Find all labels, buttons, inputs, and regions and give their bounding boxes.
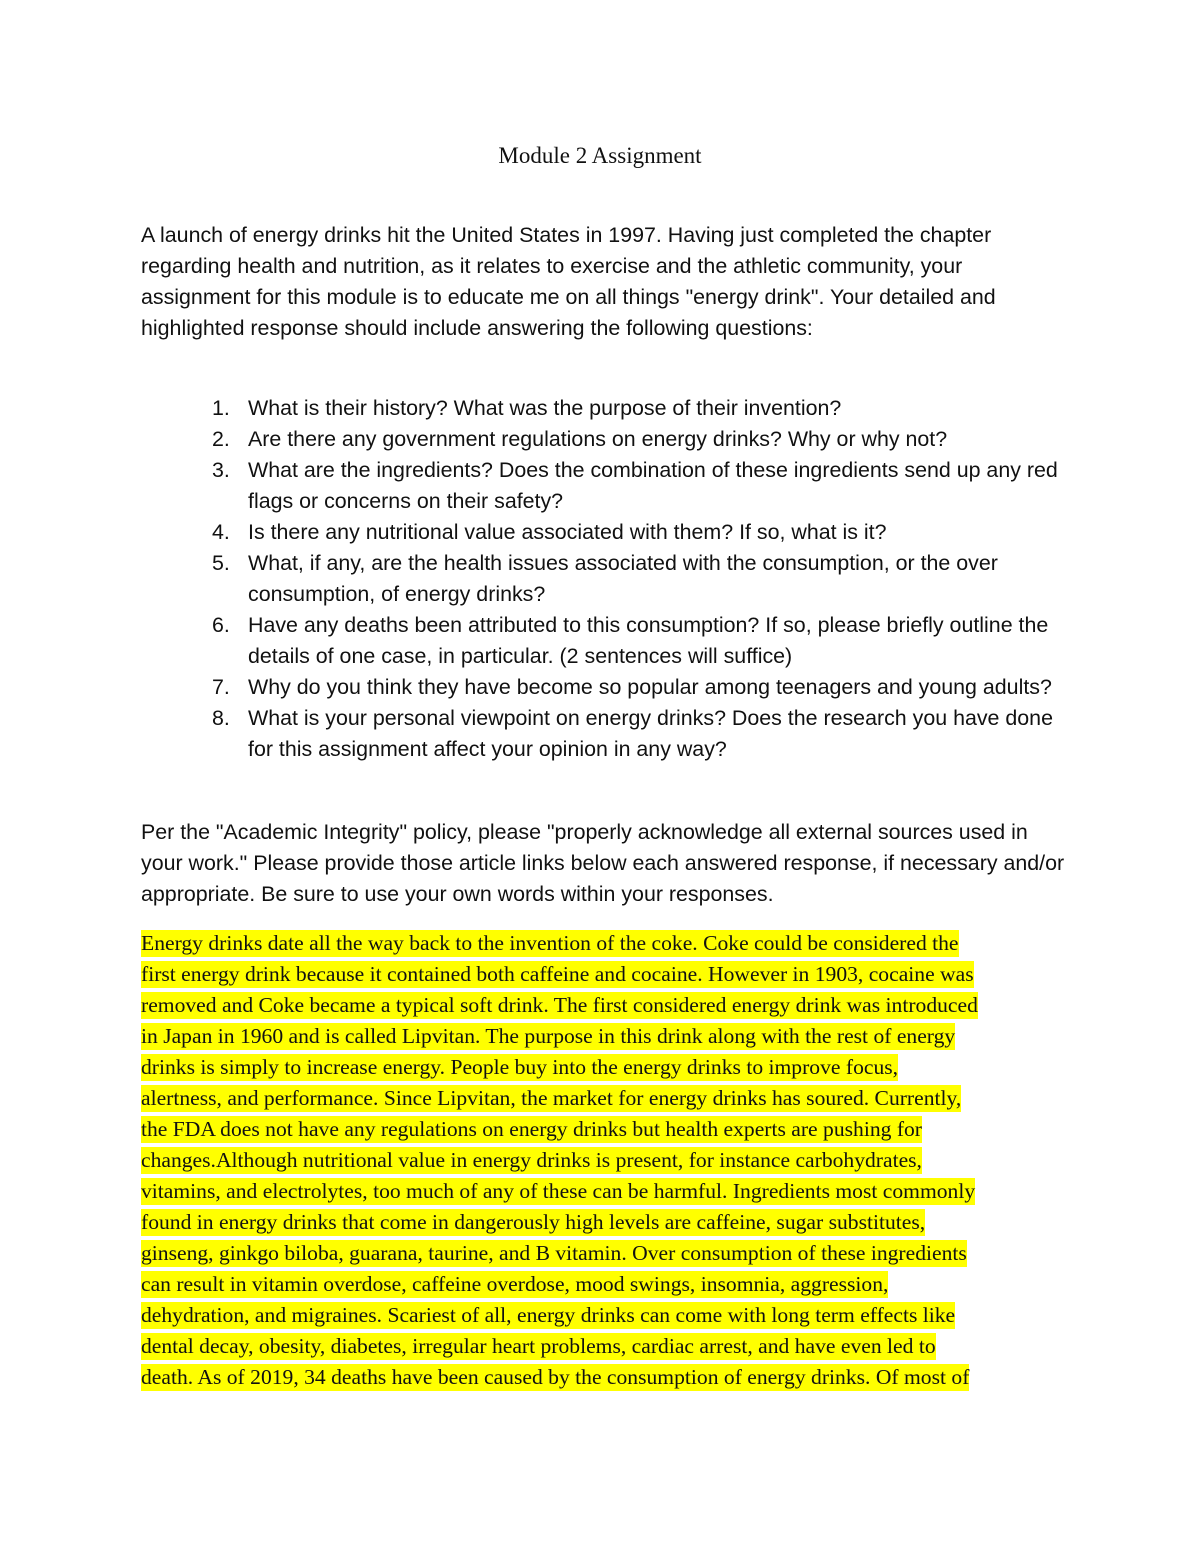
question-text: Have any deaths been attributed to this consumption? If so, please briefly outline the details of one case, in particular. (2 sentences will suffice) [248,613,1049,668]
answer-line [141,1362,1061,1393]
highlighted-text: vitamins, and electrolytes, too much of any of these can be harmful. Ingredients most commonly [141,1179,976,1203]
answer-line [141,1052,1061,1083]
answer-line [141,1300,1061,1331]
list-number: 5. [212,551,230,575]
answer-line [141,1145,1061,1176]
highlighted-text: dehydration, and migraines. Scariest of all, energy drinks can come with long term effects like [141,1303,956,1327]
highlighted-text: can result in vitamin overdose, caffeine overdose, mood swings, insomnia, aggression, [141,1272,889,1296]
highlighted-text: removed and Coke became a typical soft drink. The first considered energy drink was introduced [141,993,978,1017]
highlighted-text: alertness, and performance. Since Lipvitan, the market for energy drinks has soured. Currently, [141,1086,962,1110]
list-number: 4. [212,520,230,544]
highlighted-text: changes.Although nutritional value in energy drinks is present, for instance carbohydrates, [141,1148,922,1172]
question-text: What is your personal viewpoint on energy drinks? Does the research you have done for this assignment affect your opinion in any way? [248,706,1053,761]
question-text: Are there any government regulations on energy drinks? Why or why not? [248,427,948,451]
question-text: What is their history? What was the purpose of their invention? [248,396,842,420]
highlighted-text: first energy drink because it contained both caffeine and cocaine. However in 1903, cocaine was [141,962,974,986]
highlighted-text: the FDA does not have any regulations on energy drinks but health experts are pushing for [141,1117,923,1141]
answer-line [141,1083,1061,1114]
answer-line [141,1176,1061,1207]
highlighted-text: in Japan in 1960 and is called Lipvitan. The purpose in this drink along with the rest of energy [141,1024,956,1048]
questions-list [141,393,1071,765]
list-item [141,610,1071,672]
answer-line [141,990,1061,1021]
highlighted-text: dental decay, obesity, diabetes, irregular heart problems, cardiac arrest, and have even led to [141,1334,936,1358]
answer-line [141,1114,1061,1145]
list-item [141,424,1071,455]
question-text: Why do you think they have become so popular among teenagers and young adults? [248,675,1052,699]
question-text: What, if any, are the health issues associated with the consumption, or the over consumption, of energy drinks? [248,551,998,606]
answer-line [141,1269,1061,1300]
list-item [141,672,1071,703]
list-number: 2. [212,427,230,451]
page-title: Module 2 Assignment [498,143,702,168]
highlighted-text: death. As of 2019, 34 deaths have been caused by the consumption of energy drinks. Of most of [141,1365,970,1389]
highlighted-text: ginseng, ginkgo biloba, guarana, taurine, and B vitamin. Over consumption of these ingredients [141,1241,967,1265]
highlighted-text: Energy drinks date all the way back to the invention of the coke. Coke could be considered the [141,931,959,955]
list-number: 6. [212,613,230,637]
question-text: Is there any nutritional value associated with them? If so, what is it? [248,520,887,544]
intro-paragraph: A launch of energy drinks hit the United States in 1997. Having just completed the chapter regarding health and nutrition, as it relates to exercise and the athletic community, your assignment for this module is to educate me on all things "energy drink". Your detailed and highlighted response should include answering the following questions: [141,223,996,340]
list-item [141,455,1071,517]
answer-line [141,928,1061,959]
answer-line [141,1207,1061,1238]
list-item [141,703,1071,765]
list-number: 1. [212,396,230,420]
answer-line [141,1238,1061,1269]
question-text: What are the ingredients? Does the combination of these ingredients send up any red flags or concerns on their safety? [248,458,1058,513]
list-item [141,517,1071,548]
highlighted-text: found in energy drinks that come in dangerously high levels are caffeine, sugar substitutes, [141,1210,926,1234]
list-item [141,393,1071,424]
answer-line [141,959,1061,990]
highlighted-answer [141,928,1061,1393]
list-item [141,548,1071,610]
answer-line [141,1021,1061,1052]
list-number: 8. [212,706,230,730]
list-number: 3. [212,458,230,482]
list-number: 7. [212,675,230,699]
academic-integrity-paragraph: Per the "Academic Integrity" policy, please "properly acknowledge all external sources used in your work." Please provide those article links below each answered response, if necessary and/or appropriate. Be sure to use your own words within your responses. [141,820,1065,906]
highlighted-text: drinks is simply to increase energy. People buy into the energy drinks to improve focus, [141,1055,899,1079]
answer-line [141,1331,1061,1362]
